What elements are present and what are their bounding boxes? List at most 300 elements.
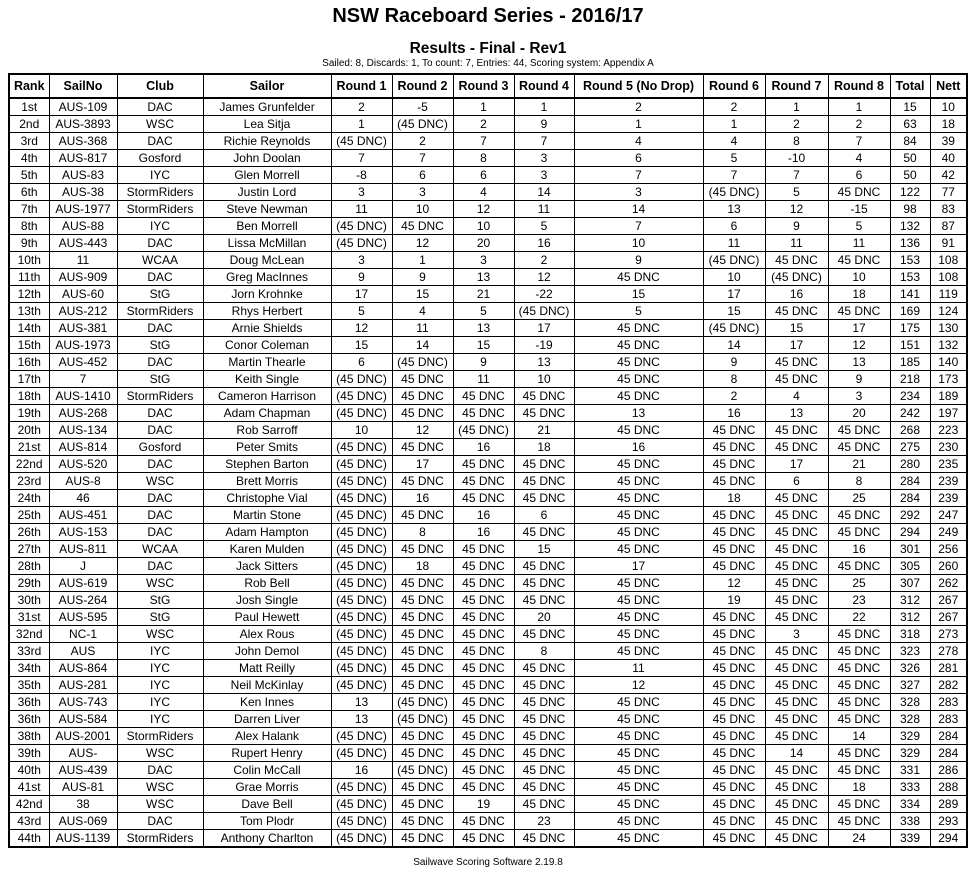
table-cell: 45 DNC [828,694,890,711]
table-cell: 13 [703,201,765,218]
table-row [9,524,967,541]
table-cell: 328 [890,711,930,728]
table-cell: 328 [890,694,930,711]
table-cell: 230 [930,439,967,456]
table-cell: 45 DNC [765,796,828,813]
table-cell: 45 DNC [453,490,514,507]
table-cell: 45 DNC [703,728,765,745]
table-cell: 40th [9,762,49,779]
table-cell: 3rd [9,133,49,150]
table-cell: 329 [890,728,930,745]
table-cell: 3 [331,252,392,269]
table-cell: 45 DNC [453,643,514,660]
table-cell: 197 [930,405,967,422]
table-cell: 46 [49,490,117,507]
table-cell: 11 [828,235,890,252]
table-cell: 189 [930,388,967,405]
table-cell: 9 [703,354,765,371]
table-cell: 45 DNC [392,779,453,796]
table-cell: 12 [453,201,514,218]
table-cell: 45 DNC [574,507,703,524]
table-cell: 18 [703,490,765,507]
table-cell: 119 [930,286,967,303]
table-cell: (45 DNC) [331,830,392,848]
table-cell: 45 DNC [703,745,765,762]
table-cell: 45 DNC [574,711,703,728]
table-cell: 130 [930,320,967,337]
table-row [9,456,967,473]
table-cell: 9 [765,218,828,235]
table-cell: 45 DNC [574,728,703,745]
table-cell: 17 [574,558,703,575]
table-cell: 15 [453,337,514,354]
table-cell: (45 DNC) [331,439,392,456]
table-cell: AUS-1973 [49,337,117,354]
table-cell: Karen Mulden [203,541,331,558]
table-row [9,779,967,796]
table-cell: 1 [703,116,765,133]
table-cell: StormRiders [117,184,203,201]
column-header: Round 6 [703,74,765,98]
table-cell: 45 DNC [574,490,703,507]
table-row [9,762,967,779]
table-row [9,150,967,167]
table-cell: AUS-368 [49,133,117,150]
table-cell: 4 [703,133,765,150]
table-cell: 45 DNC [392,745,453,762]
table-cell: 5 [574,303,703,320]
table-cell: 14 [392,337,453,354]
table-cell: Colin McCall [203,762,331,779]
table-cell: Grae Morris [203,779,331,796]
table-cell: 4 [828,150,890,167]
table-cell: 20 [453,235,514,252]
table-cell: 8th [9,218,49,235]
table-cell: 283 [930,694,967,711]
table-cell: AUS [49,643,117,660]
table-cell: 45 DNC [828,252,890,269]
table-cell: 28th [9,558,49,575]
table-cell: 45 DNC [828,184,890,201]
table-cell: 45 DNC [765,490,828,507]
table-cell: -19 [514,337,574,354]
table-cell: 10 [930,98,967,116]
table-cell: 40 [930,150,967,167]
table-cell: 185 [890,354,930,371]
table-cell: 45 DNC [392,728,453,745]
table-cell: 273 [930,626,967,643]
table-cell: 286 [930,762,967,779]
table-cell: 45 DNC [574,422,703,439]
table-cell: Glen Morrell [203,167,331,184]
table-cell: IYC [117,711,203,728]
table-cell: IYC [117,694,203,711]
table-cell: 12th [9,286,49,303]
table-cell: 45 DNC [828,762,890,779]
table-cell: 45 DNC [828,558,890,575]
table-cell: 338 [890,813,930,830]
table-cell: 23 [514,813,574,830]
table-cell: Justin Lord [203,184,331,201]
table-cell: 284 [890,490,930,507]
table-cell: (45 DNC) [331,796,392,813]
table-cell: 21 [453,286,514,303]
table-cell: 9 [514,116,574,133]
table-cell: 10th [9,252,49,269]
table-cell: 12 [574,677,703,694]
table-cell: 21st [9,439,49,456]
table-cell: 5 [453,303,514,320]
table-cell: (45 DNC) [453,422,514,439]
table-cell: 45 DNC [703,830,765,848]
table-cell: 45 DNC [392,507,453,524]
table-cell: 268 [890,422,930,439]
table-cell: 280 [890,456,930,473]
table-cell: Ben Morrell [203,218,331,235]
table-cell: 45 DNC [392,643,453,660]
table-cell: 45 DNC [765,592,828,609]
table-cell: 45 DNC [703,626,765,643]
table-cell: 23 [828,592,890,609]
table-cell: DAC [117,456,203,473]
table-cell: 45 DNC [765,558,828,575]
table-cell: 10 [574,235,703,252]
table-cell: Lea Sitja [203,116,331,133]
table-cell: WSC [117,116,203,133]
table-cell: 13 [331,711,392,728]
table-cell: AUS-2001 [49,728,117,745]
table-cell: 45 DNC [453,762,514,779]
table-cell: 10 [514,371,574,388]
table-cell: 1 [574,116,703,133]
table-cell: 45 DNC [392,388,453,405]
table-cell: 45 DNC [574,609,703,626]
table-cell: 16 [392,490,453,507]
table-cell: 14 [828,728,890,745]
table-cell: 9 [828,371,890,388]
table-cell: 331 [890,762,930,779]
column-header: Round 7 [765,74,828,98]
table-cell: 22nd [9,456,49,473]
table-cell: 239 [930,473,967,490]
table-cell: 16 [703,405,765,422]
table-cell: 45 DNC [828,303,890,320]
table-cell: 45 DNC [392,541,453,558]
table-cell: 1 [453,98,514,116]
table-cell: 45 DNC [703,779,765,796]
table-cell: 18 [828,286,890,303]
table-cell: AUS-281 [49,677,117,694]
table-cell: (45 DNC) [331,728,392,745]
table-cell: 18 [930,116,967,133]
table-cell: 140 [930,354,967,371]
table-cell: 45 DNC [765,830,828,848]
table-cell: 260 [930,558,967,575]
table-cell: 45 DNC [514,473,574,490]
table-cell: 10 [331,422,392,439]
table-cell: 256 [930,541,967,558]
table-cell: Christophe Vial [203,490,331,507]
table-cell: 11 [574,660,703,677]
table-cell: (45 DNC) [331,218,392,235]
header-row [9,74,967,98]
table-cell: Ken Innes [203,694,331,711]
table-cell: 13 [453,320,514,337]
table-cell: 45 DNC [453,609,514,626]
table-cell: 18 [514,439,574,456]
table-cell: AUS-212 [49,303,117,320]
table-row [9,98,967,116]
table-cell: 7 [703,167,765,184]
table-cell: AUS-069 [49,813,117,830]
table-row [9,320,967,337]
table-cell: 45 DNC [765,507,828,524]
table-row [9,201,967,218]
table-cell: Tom Plodr [203,813,331,830]
table-cell: StormRiders [117,201,203,218]
table-cell: 9 [331,269,392,286]
table-cell: AUS-909 [49,269,117,286]
table-cell: (45 DNC) [514,303,574,320]
table-cell: 136 [890,235,930,252]
table-cell: AUS-814 [49,439,117,456]
table-cell: 45 DNC [828,439,890,456]
table-cell: James Grunfelder [203,98,331,116]
table-cell: 12 [331,320,392,337]
table-cell: 2 [765,116,828,133]
table-cell: 3 [574,184,703,201]
table-cell: Jorn Krohnke [203,286,331,303]
table-cell: AUS-109 [49,98,117,116]
table-cell: 12 [514,269,574,286]
table-row [9,677,967,694]
table-cell: WSC [117,626,203,643]
table-cell: 23rd [9,473,49,490]
column-header: Sailor [203,74,331,98]
table-cell: IYC [117,660,203,677]
table-cell: Rob Sarroff [203,422,331,439]
series-summary: Sailed: 8, Discards: 1, To count: 7, Entries: 44, Scoring system: Appendix A [322,58,654,69]
table-cell: 2 [703,388,765,405]
table-cell: DAC [117,813,203,830]
table-cell: AUS-38 [49,184,117,201]
table-cell: AUS-3893 [49,116,117,133]
table-cell: 45 DNC [514,575,574,592]
table-cell: 84 [890,133,930,150]
table-cell: 45 DNC [703,677,765,694]
table-row [9,337,967,354]
table-cell: 45 DNC [765,371,828,388]
table-cell: 45 DNC [574,456,703,473]
table-row [9,694,967,711]
table-cell: 42nd [9,796,49,813]
table-cell: (45 DNC) [331,558,392,575]
table-cell: 31st [9,609,49,626]
table-cell: Keith Single [203,371,331,388]
table-cell: 45 DNC [392,439,453,456]
table-row [9,609,967,626]
table-cell: 9th [9,235,49,252]
table-cell: 45 DNC [703,558,765,575]
table-cell: 13 [574,405,703,422]
table-cell: 25 [828,575,890,592]
table-cell: 14 [514,184,574,201]
results-body [9,98,967,847]
table-cell: 45 DNC [828,677,890,694]
table-cell: StG [117,371,203,388]
table-cell: 20 [514,609,574,626]
table-cell: DAC [117,269,203,286]
table-cell: StG [117,286,203,303]
table-cell: Gosford [117,439,203,456]
table-cell: 169 [890,303,930,320]
table-cell: 7 [765,167,828,184]
table-cell: 294 [930,830,967,848]
table-cell: 39th [9,745,49,762]
table-row [9,371,967,388]
table-cell: 16 [331,762,392,779]
table-cell: 3 [453,252,514,269]
table-cell: 45 DNC [765,813,828,830]
table-cell: 45 DNC [514,524,574,541]
column-header: Round 8 [828,74,890,98]
table-cell: 45 DNC [392,813,453,830]
table-cell: 8 [453,150,514,167]
table-cell: 10 [392,201,453,218]
table-cell: Adam Chapman [203,405,331,422]
table-cell: Doug McLean [203,252,331,269]
table-cell: AUS-381 [49,320,117,337]
table-cell: 282 [930,677,967,694]
table-cell: 45 DNC [703,456,765,473]
table-cell: 151 [890,337,930,354]
table-row [9,660,967,677]
table-cell: Richie Reynolds [203,133,331,150]
table-cell: 33rd [9,643,49,660]
table-cell: (45 DNC) [392,762,453,779]
table-cell: 8 [828,473,890,490]
table-cell: Adam Hampton [203,524,331,541]
table-cell: 45 DNC [392,592,453,609]
table-cell: DAC [117,490,203,507]
table-cell: 45 DNC [765,303,828,320]
table-cell: 15 [331,337,392,354]
table-cell: 25 [828,490,890,507]
table-cell: 45 DNC [703,524,765,541]
table-cell: 45 DNC [574,830,703,848]
table-cell: WSC [117,779,203,796]
table-cell: 45 DNC [392,371,453,388]
table-cell: 87 [930,218,967,235]
table-cell: 45 DNC [765,575,828,592]
table-cell: AUS-81 [49,779,117,796]
table-cell: 83 [930,201,967,218]
table-cell: 24 [828,830,890,848]
table-row [9,422,967,439]
table-cell: 3 [828,388,890,405]
table-cell: 45 DNC [453,745,514,762]
table-cell: 98 [890,201,930,218]
table-cell: DAC [117,762,203,779]
table-cell: WSC [117,796,203,813]
table-row [9,269,967,286]
table-cell: 17 [828,320,890,337]
table-cell: 45 DNC [765,252,828,269]
table-cell: 16 [453,507,514,524]
table-cell: 45 DNC [765,728,828,745]
table-row [9,626,967,643]
table-cell: 45 DNC [574,813,703,830]
table-cell: Greg MacInnes [203,269,331,286]
table-cell: 21 [514,422,574,439]
table-cell: 21 [828,456,890,473]
table-cell: 3 [514,167,574,184]
table-cell: 4 [392,303,453,320]
table-cell: 16th [9,354,49,371]
table-cell: 18 [392,558,453,575]
table-cell: 5 [514,218,574,235]
table-cell: 45 DNC [703,473,765,490]
table-cell: 1 [514,98,574,116]
table-cell: 45 DNC [828,524,890,541]
table-cell: 15 [392,286,453,303]
table-row [9,490,967,507]
table-cell: 5 [765,184,828,201]
table-cell: Alex Rous [203,626,331,643]
table-cell: 11 [331,201,392,218]
table-row [9,575,967,592]
table-cell: Rhys Herbert [203,303,331,320]
table-cell: AUS-134 [49,422,117,439]
table-cell: IYC [117,643,203,660]
table-cell: WSC [117,745,203,762]
table-cell: 284 [890,473,930,490]
table-cell: DAC [117,133,203,150]
table-cell: 45 DNC [828,813,890,830]
table-cell: AUS- [49,745,117,762]
table-cell: DAC [117,507,203,524]
table-cell: 294 [890,524,930,541]
table-cell: (45 DNC) [331,677,392,694]
table-cell: Neil McKinlay [203,677,331,694]
table-cell: (45 DNC) [331,609,392,626]
table-cell: 38th [9,728,49,745]
table-cell: (45 DNC) [331,541,392,558]
table-cell: 45 DNC [765,422,828,439]
footer-credit: Sailwave Scoring Software 2.19.8 [413,857,563,868]
table-cell: 11 [514,201,574,218]
column-header: Club [117,74,203,98]
table-cell: 19th [9,405,49,422]
table-cell: 45 DNC [828,711,890,728]
table-cell: 13 [331,694,392,711]
table-cell: 12 [828,337,890,354]
table-cell: Cameron Harrison [203,388,331,405]
table-cell: StormRiders [117,830,203,848]
table-cell: 17 [331,286,392,303]
table-cell: 6 [703,218,765,235]
table-cell: 122 [890,184,930,201]
table-cell: AUS-153 [49,524,117,541]
column-header: SailNo [49,74,117,98]
table-cell: 2 [453,116,514,133]
table-cell: 239 [930,490,967,507]
table-cell: Jack Sitters [203,558,331,575]
table-cell: 329 [890,745,930,762]
table-cell: 45 DNC [453,388,514,405]
table-cell: 26th [9,524,49,541]
table-cell: 13th [9,303,49,320]
